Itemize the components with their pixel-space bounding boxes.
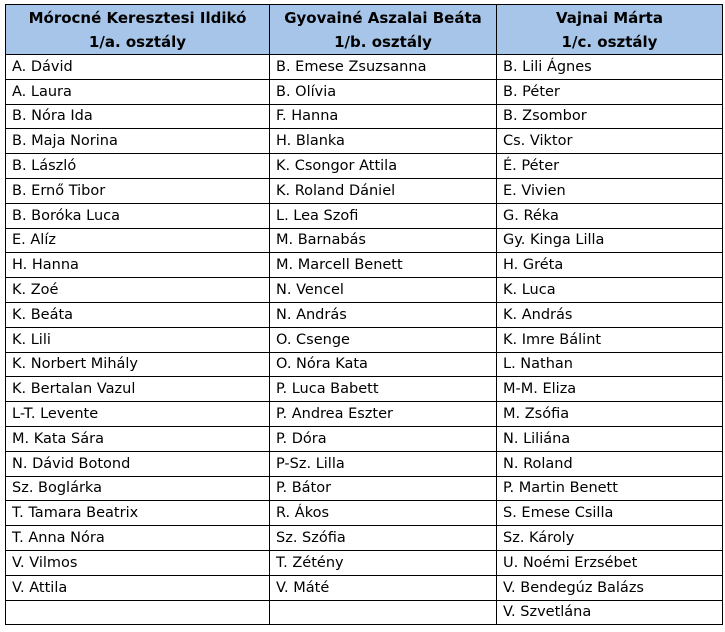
student-1a: B. Boróka Luca [6, 203, 270, 228]
student-1b: P. Bátor [270, 476, 497, 501]
table-row [6, 476, 723, 501]
student-1c: V. Bendegúz Balázs [497, 575, 723, 600]
table-row [6, 426, 723, 451]
table-row [6, 402, 723, 427]
table-row [6, 55, 723, 80]
student-1a: N. Dávid Botond [6, 451, 270, 476]
student-1c: Cs. Viktor [497, 129, 723, 154]
student-1b: K. Csongor Attila [270, 154, 497, 179]
student-1a: B. Maja Norina [6, 129, 270, 154]
table-row [6, 377, 723, 402]
student-1a: H. Hanna [6, 253, 270, 278]
student-1b: O. Csenge [270, 327, 497, 352]
student-1c: Gy. Kinga Lilla [497, 228, 723, 253]
student-1a: A. Laura [6, 79, 270, 104]
class-list-table [5, 4, 723, 625]
header-cell-1b [270, 5, 497, 55]
student-1b: M. Barnabás [270, 228, 497, 253]
student-1c: E. Vivien [497, 178, 723, 203]
student-1b: M. Marcell Benett [270, 253, 497, 278]
student-1b: N. András [270, 302, 497, 327]
table-row [6, 228, 723, 253]
student-1c: É. Péter [497, 154, 723, 179]
table-row [6, 129, 723, 154]
student-1a: K. Zoé [6, 278, 270, 303]
student-1c: Sz. Károly [497, 526, 723, 551]
student-1b: T. Zétény [270, 550, 497, 575]
student-1a: T. Anna Nóra [6, 526, 270, 551]
table-row [6, 575, 723, 600]
header-cell-1a [6, 5, 270, 55]
table-row [6, 178, 723, 203]
student-1c: P. Martin Benett [497, 476, 723, 501]
student-1b: L. Lea Szofi [270, 203, 497, 228]
student-1b: B. Olívia [270, 79, 497, 104]
student-1c: H. Gréta [497, 253, 723, 278]
student-1b: P. Andrea Eszter [270, 402, 497, 427]
student-rows [6, 55, 723, 625]
student-1a: B. Nóra Ida [6, 104, 270, 129]
student-1b: P. Dóra [270, 426, 497, 451]
student-1c: K. Imre Bálint [497, 327, 723, 352]
table-row [6, 302, 723, 327]
header-row [6, 5, 723, 55]
table-row [6, 104, 723, 129]
student-1b: B. Emese Zsuzsanna [270, 55, 497, 80]
student-1c: K. András [497, 302, 723, 327]
student-1a: K. Beáta [6, 302, 270, 327]
student-1c: B. Zsombor [497, 104, 723, 129]
teacher-name: Vajnai Márta [556, 8, 663, 27]
student-1c: V. Szvetlána [497, 600, 723, 625]
table-row [6, 600, 723, 625]
student-1a: L-T. Levente [6, 402, 270, 427]
teacher-name: Gyovainé Aszalai Beáta [284, 8, 482, 27]
class-name: 1/c. osztály [561, 32, 658, 51]
student-1c: M. Zsófia [497, 402, 723, 427]
student-1b: V. Máté [270, 575, 497, 600]
student-1b: R. Ákos [270, 501, 497, 526]
student-1b [270, 600, 497, 625]
student-1a: Sz. Boglárka [6, 476, 270, 501]
student-1b: H. Blanka [270, 129, 497, 154]
student-1c: L. Nathan [497, 352, 723, 377]
student-1a: V. Vilmos [6, 550, 270, 575]
table-row [6, 352, 723, 377]
table-row [6, 253, 723, 278]
student-1c: N. Roland [497, 451, 723, 476]
student-1b: P-Sz. Lilla [270, 451, 497, 476]
class-list-container [5, 4, 723, 625]
student-1c: K. Luca [497, 278, 723, 303]
table-row [6, 451, 723, 476]
table-row [6, 550, 723, 575]
student-1c: G. Réka [497, 203, 723, 228]
student-1a: K. Bertalan Vazul [6, 377, 270, 402]
student-1a: V. Attila [6, 575, 270, 600]
student-1b: O. Nóra Kata [270, 352, 497, 377]
table-row [6, 327, 723, 352]
student-1a: E. Alíz [6, 228, 270, 253]
student-1a: K. Lili [6, 327, 270, 352]
student-1a: M. Kata Sára [6, 426, 270, 451]
student-1b: K. Roland Dániel [270, 178, 497, 203]
class-name: 1/b. osztály [334, 32, 432, 51]
table-row [6, 526, 723, 551]
student-1a: B. László [6, 154, 270, 179]
class-name: 1/a. osztály [88, 32, 187, 51]
table-row [6, 501, 723, 526]
table-row [6, 79, 723, 104]
student-1c: B. Péter [497, 79, 723, 104]
header-cell-1c [497, 5, 723, 55]
student-1c: N. Liliána [497, 426, 723, 451]
student-1b: F. Hanna [270, 104, 497, 129]
teacher-name: Mórocné Keresztesi Ildikó [28, 8, 247, 27]
student-1a: B. Ernő Tibor [6, 178, 270, 203]
student-1a: T. Tamara Beatrix [6, 501, 270, 526]
student-1a [6, 600, 270, 625]
table-row [6, 203, 723, 228]
student-1b: P. Luca Babett [270, 377, 497, 402]
student-1b: N. Vencel [270, 278, 497, 303]
student-1c: M-M. Eliza [497, 377, 723, 402]
student-1a: A. Dávid [6, 55, 270, 80]
student-1c: B. Lili Ágnes [497, 55, 723, 80]
student-1b: Sz. Szófia [270, 526, 497, 551]
student-1a: K. Norbert Mihály [6, 352, 270, 377]
table-row [6, 154, 723, 179]
table-row [6, 278, 723, 303]
student-1c: S. Emese Csilla [497, 501, 723, 526]
student-1c: U. Noémi Erzsébet [497, 550, 723, 575]
